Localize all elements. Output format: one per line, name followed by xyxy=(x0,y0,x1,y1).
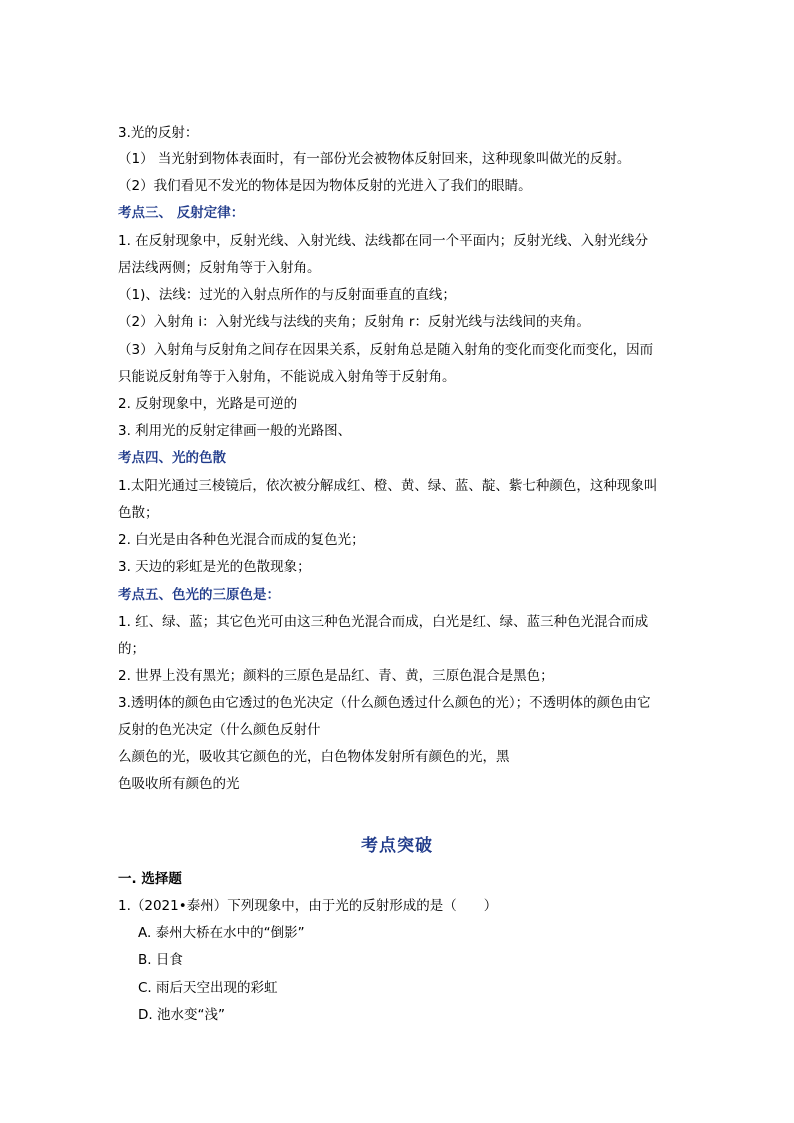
point5-line: 2. 世界上没有黑光；颜料的三原色是品红、青、黄，三原色混合是黑色； xyxy=(118,668,554,684)
point3-line: 居法线两侧；反射角等于入射角。 xyxy=(118,260,321,276)
point3-line: （3）入射角与反射角之间存在因果关系，反射角总是随入射角的变化而变化而变化，因而 xyxy=(118,342,654,358)
point3-line: （2）入射角 i：入射光线与法线的夹角；反射角 r：反射光线与法线间的夹角。 xyxy=(118,314,590,330)
section3-item-1: （1） 当光射到物体表面时，有一部份光会被物体反射回来，这种现象叫做光的反射。 xyxy=(118,151,631,167)
point3-line: 只能说反射角等于入射角，不能说成入射角等于反射角。 xyxy=(118,369,456,385)
question-1-option-d: D. 池水变“浅” xyxy=(138,1007,225,1023)
question-1-option-c: C. 雨后天空出现的彩虹 xyxy=(138,980,278,996)
point4-heading: 考点四、光的色散 xyxy=(118,450,226,466)
point3-heading: 考点三、 反射定律： xyxy=(118,205,245,221)
point4-line: 色散； xyxy=(118,505,159,521)
section3-title: 3.光的反射： xyxy=(118,125,199,141)
question-1-stem: 1.（2021•泰州）下列现象中，由于光的反射形成的是（ ） xyxy=(118,898,498,914)
choice-section-heading: 一. 选择题 xyxy=(118,871,182,887)
point4-line: 2. 白光是由各种色光混合而成的复色光； xyxy=(118,532,365,548)
point3-line: （1)、法线：过光的入射点所作的与反射面垂直的直线； xyxy=(118,287,456,303)
question-1-option-b: B. 日食 xyxy=(138,952,183,968)
point5-line: 的； xyxy=(118,641,145,657)
point5-line: 1. 红、绿、蓝；其它色光可由这三种色光混合而成，白光是红、绿、蓝三种色光混合而成 xyxy=(118,614,649,630)
point5-line: 色吸收所有颜色的光 xyxy=(118,776,240,792)
breakthrough-title: 考点突破 xyxy=(361,836,433,856)
point4-line: 3. 天边的彩虹是光的色散现象； xyxy=(118,559,311,575)
point3-line: 2. 反射现象中，光路是可逆的 xyxy=(118,396,298,412)
point5-line: 反射的色光决定（什么颜色反射什 xyxy=(118,722,321,738)
point5-line: 3.透明体的颜色由它透过的色光决定（什么颜色透过什么颜色的光）；不透明体的颜色由它 xyxy=(118,695,651,711)
point3-line: 3. 利用光的反射定律画一般的光路图、 xyxy=(118,423,352,439)
point5-heading: 考点五、色光的三原色是： xyxy=(118,587,280,603)
point5-line: 么颜色的光，吸收其它颜色的光，白色物体发射所有颜色的光，黑 xyxy=(118,749,510,765)
question-1-option-a: A. 泰州大桥在水中的“倒影” xyxy=(138,925,305,941)
point4-line: 1.太阳光通过三棱镜后，依次被分解成红、橙、黄、绿、蓝、靛、紫七种颜色，这种现象叫 xyxy=(118,478,658,494)
section3-item-2: （2）我们看见不发光的物体是因为物体反射的光进入了我们的眼睛。 xyxy=(118,178,532,194)
point3-line: 1. 在反射现象中，反射光线、入射光线、法线都在同一个平面内；反射光线、入射光线分 xyxy=(118,233,649,249)
